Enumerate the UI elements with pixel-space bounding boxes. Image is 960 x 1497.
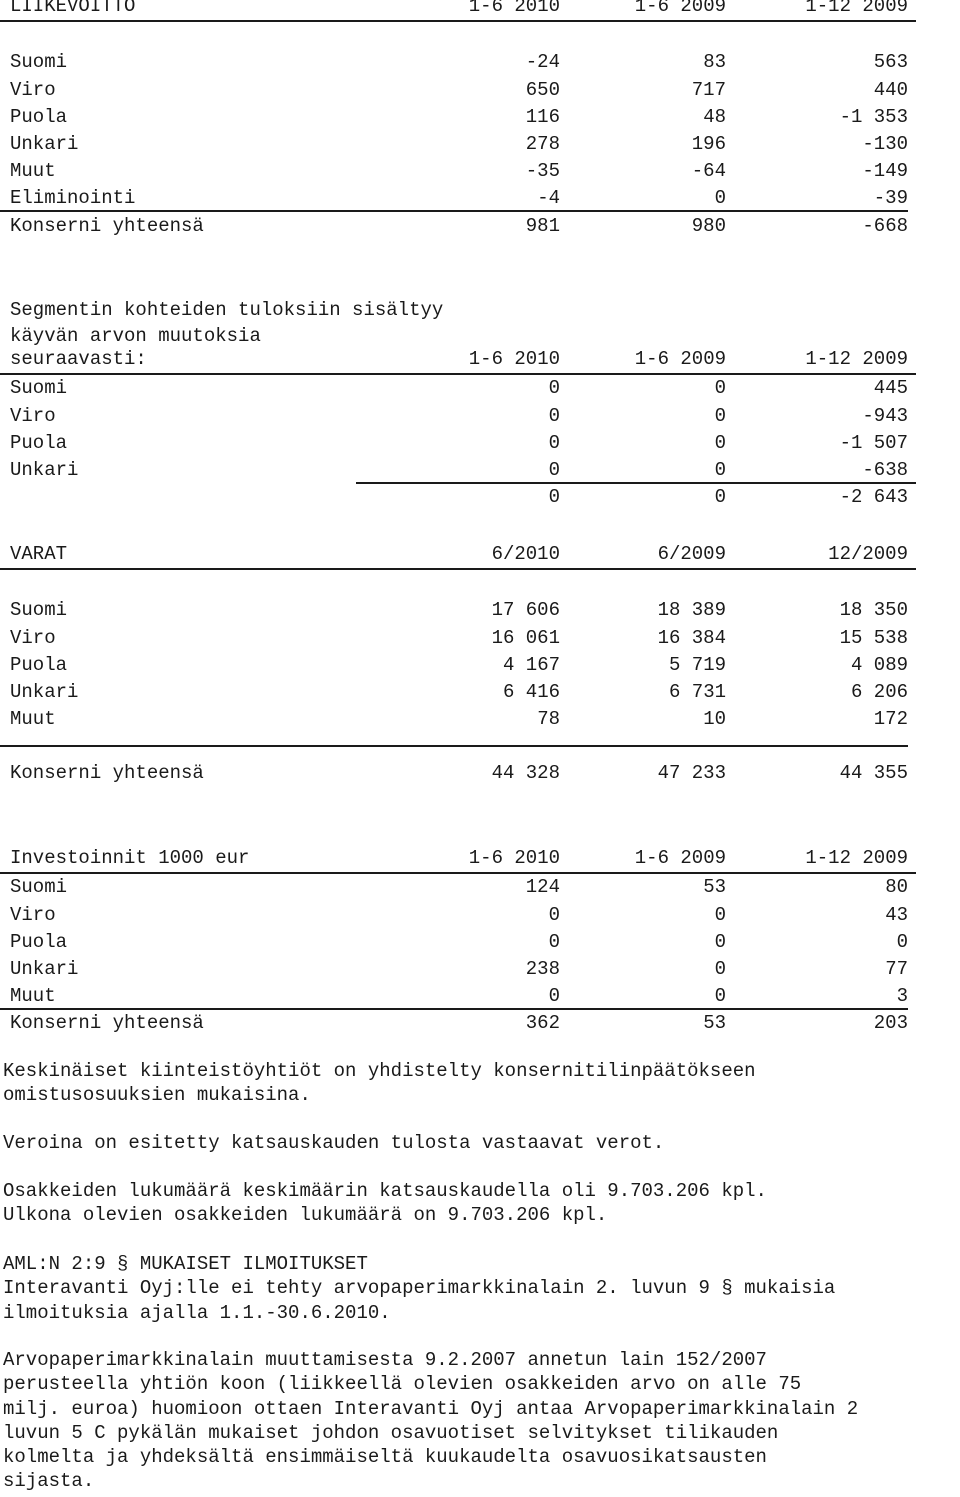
cell: 362 xyxy=(525,1012,560,1035)
cell: 10 xyxy=(703,708,726,731)
row-label: Unkari xyxy=(10,680,79,703)
table-total-row xyxy=(0,212,916,239)
paragraph-line: Interavanti Oyj:lle ei tehty arvopaperimarkkinalain 2. luvun 9 § mukaisia xyxy=(3,1277,836,1300)
cell: 53 xyxy=(703,1012,726,1035)
cell: -1 507 xyxy=(839,431,908,454)
table-row xyxy=(0,597,916,624)
kayvan-arvon-table xyxy=(0,346,916,511)
cell: 0 xyxy=(896,930,908,953)
cell: 3 xyxy=(896,985,908,1008)
row-label: Unkari xyxy=(10,957,79,980)
cell: 0 xyxy=(714,486,726,509)
cell: 5 719 xyxy=(668,653,726,676)
table-row xyxy=(0,929,916,956)
row-label: Unkari xyxy=(10,458,79,481)
row-label: Unkari xyxy=(10,132,79,155)
paragraph-kiinteistoyhtiot xyxy=(3,1062,756,1111)
cell: 6 206 xyxy=(850,680,908,703)
paragraph-aml-ilmoitukset xyxy=(3,1255,835,1328)
table-row xyxy=(0,624,916,651)
paragraph-line: kolmelta ja yhdeksältä ensimmäiseltä kuukaudelta osavuosikatsausten xyxy=(3,1446,767,1469)
cell: 0 xyxy=(548,930,560,953)
table-row xyxy=(0,185,916,212)
cell: 6 731 xyxy=(668,680,726,703)
cell: -24 xyxy=(525,51,560,74)
cell: 0 xyxy=(548,486,560,509)
table-total-row xyxy=(0,760,916,787)
paragraph-osakkeet xyxy=(3,1182,767,1231)
cell: -39 xyxy=(873,187,908,210)
row-label: Suomi xyxy=(10,51,68,74)
liikevoitto-table xyxy=(0,0,916,240)
cell: 0 xyxy=(714,930,726,953)
table-header-row xyxy=(0,0,916,22)
header-cell: 1-12 2009 xyxy=(805,0,908,18)
cell: -638 xyxy=(862,458,908,481)
row-label: Viro xyxy=(10,78,56,101)
cell: 563 xyxy=(873,51,908,74)
cell: 16 384 xyxy=(657,626,726,649)
row-label: Konserni yhteensä xyxy=(10,1012,204,1035)
paragraph-line: Osakkeiden lukumäärä keskimäärin katsauskaudella oli 9.703.206 kpl. xyxy=(3,1180,767,1202)
row-label: Konserni yhteensä xyxy=(10,214,204,237)
header-cell: 1-12 2009 xyxy=(805,348,908,371)
row-label: Suomi xyxy=(10,377,68,400)
cell: 0 xyxy=(548,404,560,427)
header-cell: 12/2009 xyxy=(828,543,908,566)
header-cell: 1-6 2009 xyxy=(634,0,726,18)
cell: 47 233 xyxy=(657,762,726,785)
row-label: Konserni yhteensä xyxy=(10,762,204,785)
cell: 0 xyxy=(548,903,560,926)
cell: 4 089 xyxy=(850,653,908,676)
header-cell: 1-6 2010 xyxy=(468,348,560,371)
cell: 980 xyxy=(691,214,726,237)
cell: 80 xyxy=(885,876,908,899)
paragraph-line: Arvopaperimarkkinalain muuttamisesta 9.2.2007 annetun lain 152/2007 xyxy=(3,1349,767,1371)
header-cell: 6/2010 xyxy=(491,543,560,566)
table-header-row xyxy=(0,346,916,375)
cell: 18 350 xyxy=(839,599,908,622)
row-label: Viro xyxy=(10,626,56,649)
table-row xyxy=(0,131,916,158)
cell: 77 xyxy=(885,957,908,980)
header-cell: 1-6 2010 xyxy=(468,847,560,870)
cell: 445 xyxy=(873,377,908,400)
cell: 196 xyxy=(691,132,726,155)
cell: -2 643 xyxy=(839,486,908,509)
investoinnit-table xyxy=(0,845,916,1037)
spacer xyxy=(0,570,916,597)
section-heading: AML:N 2:9 § MUKAISET ILMOITUKSET xyxy=(3,1253,368,1275)
paragraph-line: milj. euroa) huomioon ottaen Interavanti Oyj antaa Arvopaperimarkkinalain 2 xyxy=(3,1397,859,1420)
table-row xyxy=(0,402,916,429)
row-label: Viro xyxy=(10,404,56,427)
row-label: Viro xyxy=(10,903,56,926)
header-cell: 6/2009 xyxy=(657,543,726,566)
cell: 0 xyxy=(714,187,726,210)
cell: -35 xyxy=(525,160,560,183)
cell: 0 xyxy=(548,431,560,454)
table-row xyxy=(0,49,916,76)
spacer xyxy=(0,733,916,760)
paragraph-line: omistusosuuksien mukaisina. xyxy=(3,1084,311,1107)
header-cell: 1-6 2009 xyxy=(634,847,726,870)
paragraph-line: perusteella yhtiön koon (liikkeellä olevien osakkeiden arvo on alle 75 xyxy=(3,1373,802,1396)
row-label: Muut xyxy=(10,985,56,1008)
table-row xyxy=(0,457,916,484)
row-label: Suomi xyxy=(10,876,68,899)
row-label: Eliminointi xyxy=(10,187,136,210)
paragraph-line: sijasta. xyxy=(3,1470,95,1493)
cell: 43 xyxy=(885,903,908,926)
cell: 0 xyxy=(548,985,560,1008)
cell: 44 328 xyxy=(491,762,560,785)
row-label: Puola xyxy=(10,105,68,128)
cell: 172 xyxy=(873,708,908,731)
cell: 0 xyxy=(548,377,560,400)
cell: 0 xyxy=(714,957,726,980)
table-row xyxy=(0,983,916,1010)
divider xyxy=(0,745,908,747)
cell: -1 353 xyxy=(839,105,908,128)
cell: 238 xyxy=(525,957,560,980)
cell: 116 xyxy=(525,105,560,128)
cell: 0 xyxy=(714,404,726,427)
table-row xyxy=(0,706,916,733)
header-cell: 1-6 2010 xyxy=(468,0,560,18)
cell: 78 xyxy=(537,708,560,731)
header-cell: LIIKEVOITTO xyxy=(10,0,136,18)
table-row xyxy=(0,158,916,185)
header-cell: 1-6 2009 xyxy=(634,348,726,371)
table-row xyxy=(0,652,916,679)
header-cell: VARAT xyxy=(10,543,68,566)
cell: 15 538 xyxy=(839,626,908,649)
header-cell: seuraavasti: xyxy=(10,348,147,371)
cell: -4 xyxy=(537,187,560,210)
cell: 83 xyxy=(703,51,726,74)
cell: 48 xyxy=(703,105,726,128)
table-row xyxy=(0,430,916,457)
table-row xyxy=(0,956,916,983)
cell: 717 xyxy=(691,78,726,101)
row-label: Puola xyxy=(10,653,68,676)
cell: 6 416 xyxy=(502,680,560,703)
table-header-row xyxy=(0,845,916,874)
row-label: Puola xyxy=(10,431,68,454)
row-label: Puola xyxy=(10,930,68,953)
paragraph-line: Keskinäiset kiinteistöyhtiöt on yhdistelty konsernitilinpäätökseen xyxy=(3,1060,756,1082)
paragraph-arvopaperimarkkinalaki xyxy=(3,1351,858,1497)
table-row xyxy=(0,375,916,402)
cell: 17 606 xyxy=(491,599,560,622)
cell: 981 xyxy=(525,214,560,237)
cell: 203 xyxy=(873,1012,908,1035)
cell: 650 xyxy=(525,78,560,101)
table-row xyxy=(0,679,916,706)
cell: 440 xyxy=(873,78,908,101)
cell: 278 xyxy=(525,132,560,155)
cell: 0 xyxy=(548,458,560,481)
spacer xyxy=(0,22,916,49)
row-label: Muut xyxy=(10,708,56,731)
paragraph-line: Veroina on esitetty katsauskauden tulosta vastaavat verot. xyxy=(3,1132,665,1154)
table-total-row xyxy=(0,1010,916,1037)
row-label: Muut xyxy=(10,160,56,183)
paragraph-line: luvun 5 C pykälän mukaiset johdon osavuotiset selvitykset tilikauden xyxy=(3,1421,779,1444)
cell: -130 xyxy=(862,132,908,155)
cell: -943 xyxy=(862,404,908,427)
cell: 0 xyxy=(714,431,726,454)
header-cell: 1-12 2009 xyxy=(805,847,908,870)
header-cell: Investoinnit 1000 eur xyxy=(10,847,250,870)
cell: 0 xyxy=(714,458,726,481)
paragraph-line: ilmoituksia ajalla 1.1.-30.6.2010. xyxy=(3,1301,391,1324)
table-row xyxy=(0,76,916,103)
table-total-row xyxy=(0,484,916,511)
table-row xyxy=(0,104,916,131)
paragraph-verot xyxy=(3,1134,664,1158)
row-label: Suomi xyxy=(10,599,68,622)
cell: -668 xyxy=(862,214,908,237)
table-row xyxy=(0,901,916,928)
table-row xyxy=(0,874,916,901)
cell: 0 xyxy=(714,985,726,1008)
varat-table xyxy=(0,541,916,787)
section-title-line: käyvän arvon muutoksia xyxy=(10,325,261,347)
cell: 16 061 xyxy=(491,626,560,649)
section-title-line: Segmentin kohteiden tuloksiin sisältyy xyxy=(10,299,444,321)
cell: 4 167 xyxy=(502,653,560,676)
paragraph-line: Ulkona olevien osakkeiden lukumäärä on 9.703.206 kpl. xyxy=(3,1204,608,1227)
cell: 18 389 xyxy=(657,599,726,622)
cell: 0 xyxy=(714,377,726,400)
cell: -64 xyxy=(691,160,726,183)
cell: 44 355 xyxy=(839,762,908,785)
cell: 0 xyxy=(714,903,726,926)
cell: 124 xyxy=(525,876,560,899)
cell: 53 xyxy=(703,876,726,899)
table-header-row xyxy=(0,541,916,570)
cell: -149 xyxy=(862,160,908,183)
